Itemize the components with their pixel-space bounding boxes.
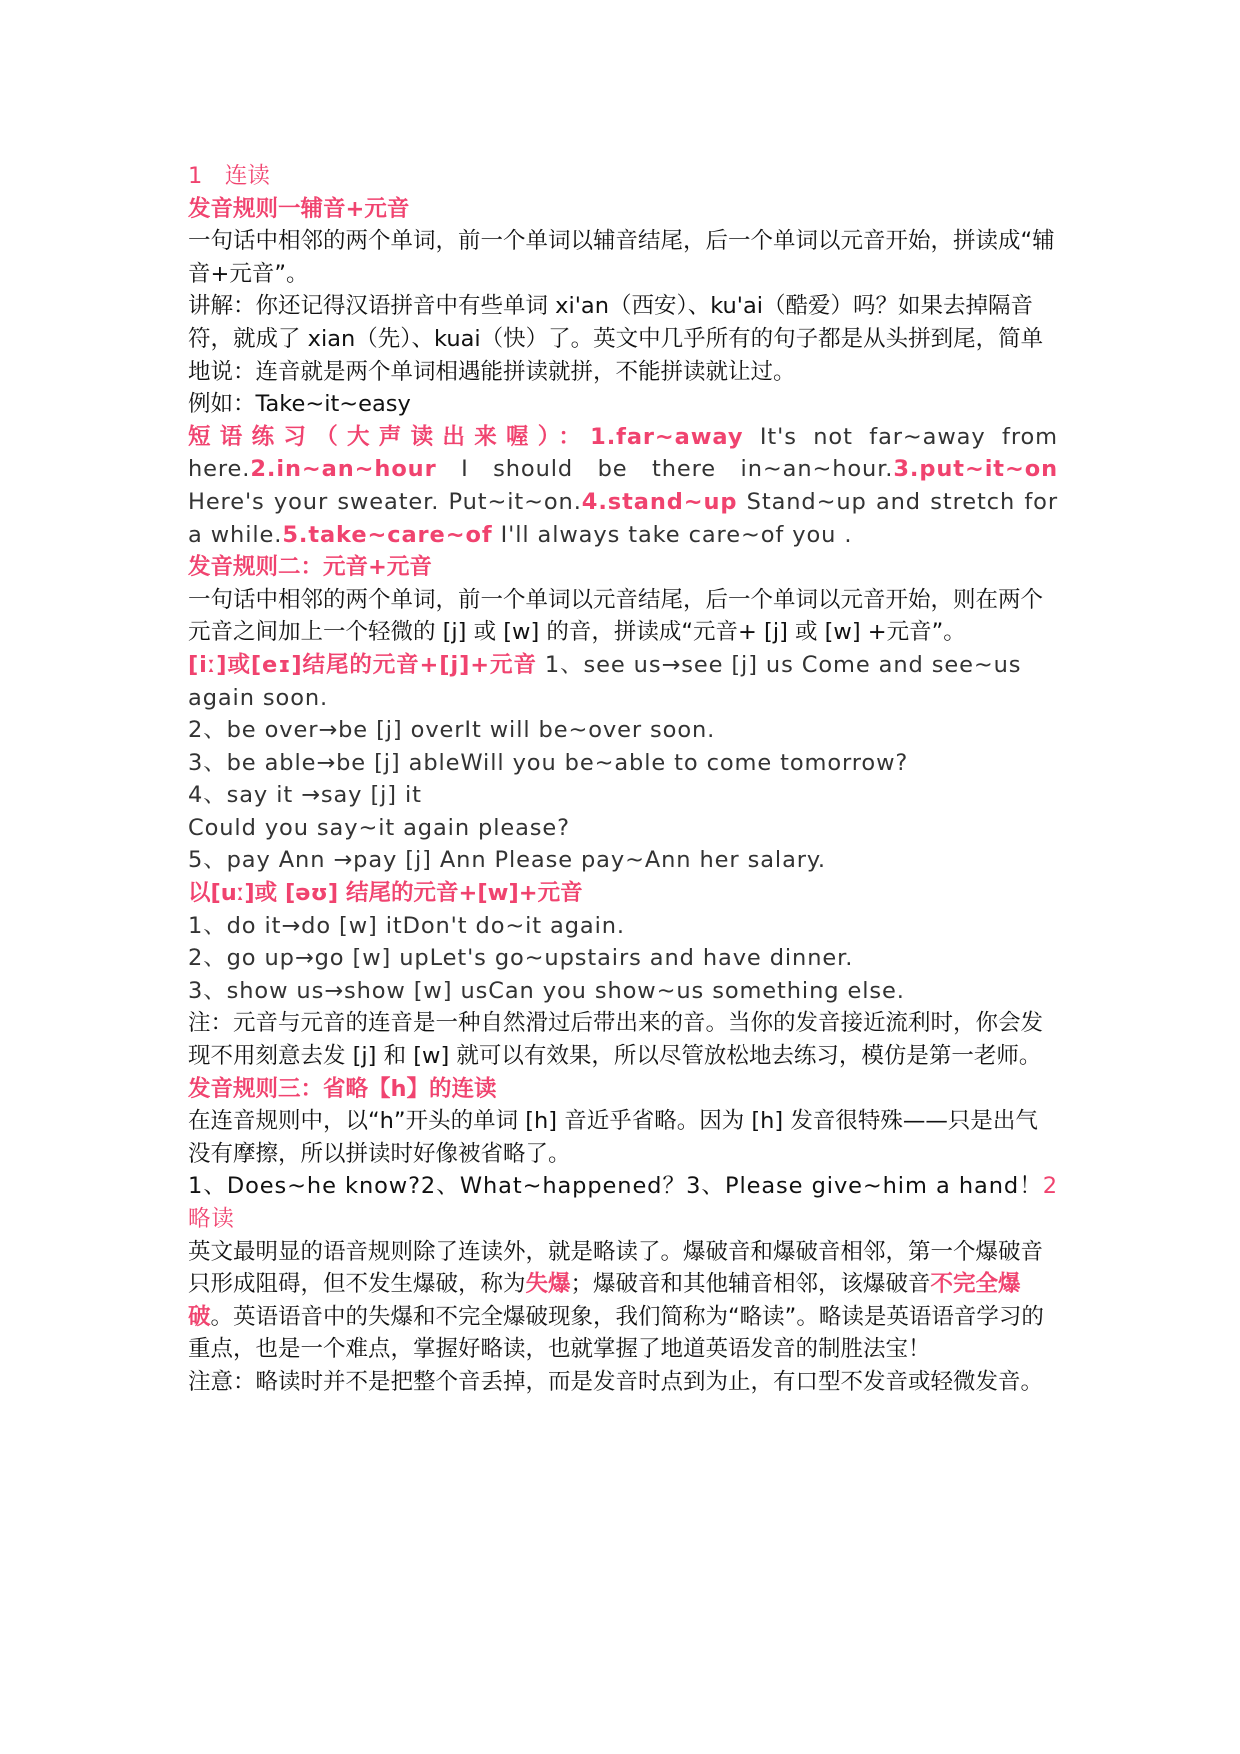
practice-sentence-5: I'll always take care~of you . bbox=[492, 521, 853, 548]
section-heading-luedu: 2 略读 bbox=[188, 1173, 1082, 1232]
practice-phrase-5: 5.take~care~of bbox=[282, 521, 493, 548]
elision-text-2: ；爆破音和其他辅音相邻，该爆破音 bbox=[570, 1271, 931, 1298]
example-line: 例如：Take~it~easy bbox=[188, 391, 411, 418]
elision-text-1: 英文最明显的语音规则除了连读外，就是略读了。爆破音和爆破音相邻，第一个爆破音只形成阻碍，但不发生爆破，称为 bbox=[188, 1238, 1044, 1298]
rule1-body: 一句话中相邻的两个单词，前一个单词以辅音结尾，后一个单词以元音开始，拼读成“辅音+元音”。 bbox=[188, 228, 1055, 287]
phrase-practice-paragraph bbox=[188, 421, 1058, 551]
list-item: 2、go up→go [w] upLet's go~upstairs and have dinner. bbox=[188, 945, 854, 972]
list-item: 4、say it →say [j] it bbox=[188, 782, 422, 809]
elision-paragraph bbox=[188, 1236, 1058, 1366]
rule3-body: 在连音规则中，以“h”开头的单词 [h] 音近乎省略。因为 [h] 发音很特殊——只是出气没有摩擦，所以拼读时好像被省略了。 bbox=[188, 1108, 1038, 1167]
highlight-shibao: 失爆 bbox=[525, 1271, 571, 1298]
list-item: 1、see us→see [j] us Come and see~us again soon. bbox=[188, 651, 1022, 711]
vowel-linking-note: 注：元音与元音的连音是一种自然滑过后带出来的音。当你的发音接近流利时，你会发现不用刻意去发 [j] 和 [w] 就可以有效果，所以尽管放松地去练习，模仿是第一老师。 bbox=[188, 1010, 1044, 1070]
practice-sentence-4: Stand~up and stretch for a while. bbox=[188, 488, 1059, 548]
elision-note: 注意：略读时并不是把整个音丢掉，而是发音时点到为止，有口型不发音或轻微发音。 bbox=[188, 1368, 1044, 1395]
document-body bbox=[188, 160, 1082, 1399]
list-item: 3、show us→show [w] usCan you show~us something else. bbox=[188, 977, 905, 1004]
rule3-examples-paragraph bbox=[188, 1170, 1082, 1235]
list-item: 3、be able→be [j] ableWill you be~able to come tomorrow? bbox=[188, 749, 909, 776]
rule3-title: 发音规则三：省略【h】的连读 bbox=[188, 1075, 497, 1102]
section-heading-liandu: 1 连读 bbox=[188, 163, 270, 189]
rule2-title: 发音规则二：元音+元音 bbox=[188, 554, 432, 581]
practice-label: 短语练习（大声读出来喔）： bbox=[188, 423, 591, 450]
explanation-paragraph: 讲解：你还记得汉语拼音中有些单词 xi'an（西安）、ku'ai（酷爱）吗？如果去掉隔音符，就成了 xian（先）、kuai（快）了。英文中几乎所有的句子都是从头拼到尾，简单地说：连音就是两个单词相遇能拼读就拼，不能拼读就让过。 bbox=[188, 293, 1044, 385]
practice-phrase-4: 4.stand~up bbox=[581, 488, 738, 515]
rule2-body: 一句话中相邻的两个单词，前一个单词以元音结尾，后一个单词以元音开始，则在两个元音之间加上一个轻微的 [j] 或 [w] 的音，拼读成“元音+ [j] 或 [w] +元音”。 bbox=[188, 586, 1044, 646]
list-item: 1、do it→do [w] itDon't do~it again. bbox=[188, 912, 625, 939]
elision-text-3: 。英语语音中的失爆和不完全爆破现象，我们简称为“略读”。略读是英语语音学习的重点，也是一个难点，掌握好略读，也就掌握了地道英语发音的制胜法宝！ bbox=[188, 1303, 1044, 1363]
practice-phrase-3: 3.put~it~on bbox=[893, 456, 1058, 483]
rule3-examples: 1、Does~he know?2、What~happened？3、Please give~him a hand！ bbox=[188, 1173, 1043, 1200]
practice-sentence-2: I should be there in~an~hour. bbox=[436, 456, 894, 483]
list-item: 5、pay Ann →pay [j] Ann Please pay~Ann her salary. bbox=[188, 847, 826, 874]
rule2-sub1-first-item bbox=[188, 649, 1058, 714]
practice-sentence-3: Here's your sweater. Put~it~on. bbox=[188, 488, 582, 515]
practice-phrase-2: 2.in~an~hour bbox=[250, 456, 437, 483]
practice-phrase-1: 1.far~away bbox=[590, 423, 744, 450]
highlight-incomplete-plosion: 不完全爆破 bbox=[188, 1271, 1021, 1330]
practice-sentence-1: It's not far~away from here. bbox=[188, 423, 1058, 483]
rule1-title: 发音规则一辅音+元音 bbox=[188, 195, 410, 222]
list-item: 2、be over→be [j] overIt will be~over soon. bbox=[188, 717, 716, 744]
list-item: Could you say~it again please? bbox=[188, 814, 571, 841]
rule2-sub2-title: 以[uː]或 [əʊ] 结尾的元音+[w]+元音 bbox=[188, 880, 583, 907]
rule2-sub1-title: [iː]或[eɪ]结尾的元音+[j]+元音 bbox=[188, 651, 537, 678]
